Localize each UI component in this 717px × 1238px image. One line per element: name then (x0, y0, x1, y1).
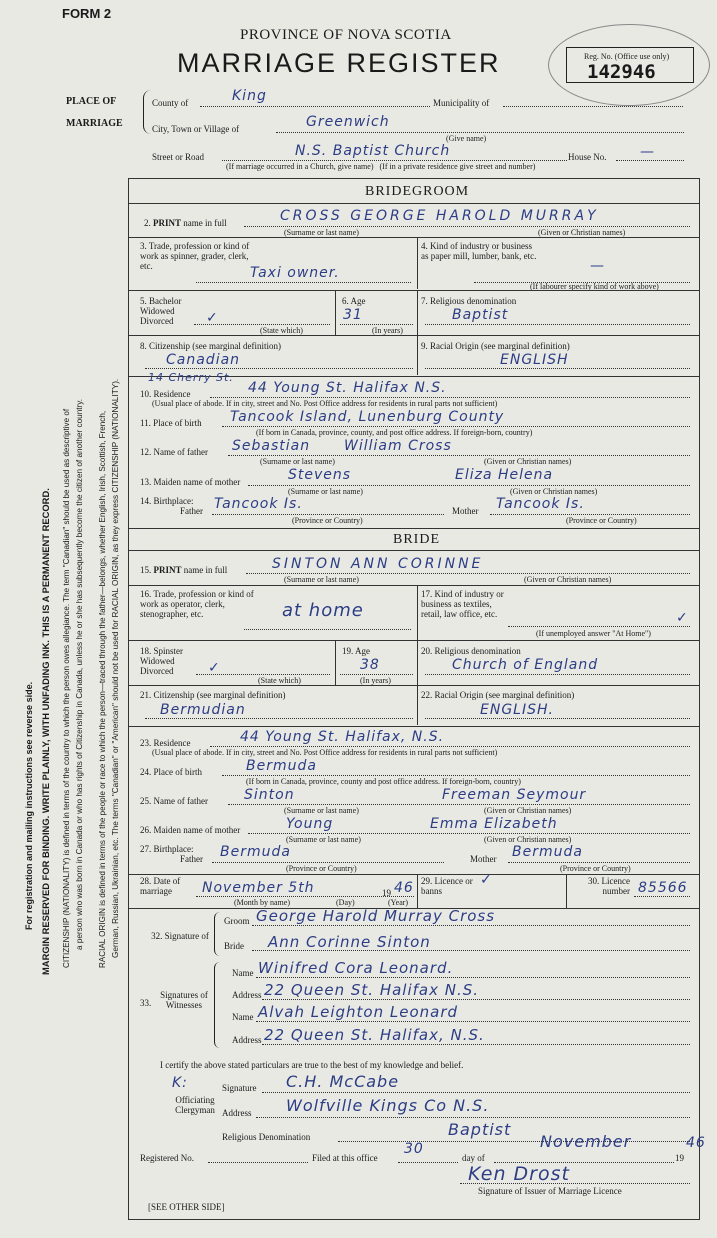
licence-number-line (634, 896, 690, 897)
w2-address-label: Address (232, 1035, 262, 1045)
groom-trade-line (196, 282, 411, 283)
bride-mother-surname: Young (286, 816, 334, 832)
bride-trade: at home (282, 600, 364, 621)
bride-status: ✓ (208, 660, 221, 676)
house-value: — (640, 144, 655, 160)
margin-line-2: MARGIN RESERVED FOR BINDING. WRITE PLAINLY, WITH UNFADING INK. THIS IS A PERMANENT RECORD. (40, 488, 51, 975)
groom-residence-caption: (Usual place of abode. If in city, street and No. Post Office address for residents in rural parts not sufficient) (152, 399, 498, 408)
margin-line-4: a person who was born in Canada or who has rights of Citizenship in Canada, unless he or she has subsequently become the citizen of another country. (75, 398, 84, 950)
clergy-address-label: Address (222, 1108, 252, 1118)
witness2-address: 22 Queen St. Halifax, N.S. (264, 1026, 485, 1044)
clergy-address-line (256, 1117, 690, 1118)
bride-father-line (228, 804, 690, 805)
w1-address-label: Address (232, 990, 262, 1000)
groom-name-label: 2. PRINT name in full (144, 218, 227, 228)
sig-of-label: 32. Signature of (151, 931, 209, 941)
w1-name-label: Name (232, 968, 254, 978)
witness1-name: Winifred Cora Leonard. (258, 959, 454, 977)
clergy-denom-line (338, 1141, 690, 1142)
bride-industry: ✓ (676, 610, 689, 626)
place-label-1: PLACE OF (66, 96, 117, 107)
bride-status-label: 18. Spinster Widowed Divorced (140, 646, 184, 676)
bridegroom-heading: BRIDEGROOM (365, 184, 470, 199)
bride-residence: 44 Young St. Halifax, N.S. (240, 729, 445, 745)
page-title: MARRIAGE REGISTER (177, 48, 501, 78)
month-caption: (Month by name) (234, 898, 290, 907)
bride-father-prov-caption: (Province or Country) (286, 864, 357, 873)
groom-residence-label: 10. Residence (140, 389, 191, 399)
bride-heading: BRIDE (393, 532, 440, 547)
groom-birthplace-label: 11. Place of birth (140, 418, 202, 428)
groom-racial-line (425, 368, 690, 369)
bride-father-given: Freeman Seymour (442, 787, 587, 803)
bride-name-line (246, 573, 690, 574)
groom-residence-note: 14 Cherry St. (148, 371, 234, 384)
groom-name: CROSS GEORGE HAROLD MURRAY (280, 208, 599, 224)
groom-age: 31 (343, 307, 363, 323)
bride-industry-label: 17. Kind of industry or business as textiles, retail, law office, etc. (421, 589, 504, 619)
house-line (616, 160, 684, 161)
licence-number-label: 30. Licence number (588, 876, 630, 896)
see-other-side: [SEE OTHER SIDE] (148, 1202, 225, 1212)
bride-name-label: 15. PRINT name in full (140, 565, 228, 575)
witness-brace (214, 962, 221, 1048)
groom-religion: Baptist (452, 307, 509, 323)
bride-residence-line (210, 746, 690, 747)
groom-birthplace-parents-label: 14. Birthplace: (140, 496, 194, 506)
groom-trade-label: 3. Trade, profession or kind of work as spinner, grader, clerk, etc. (140, 241, 250, 271)
divider (128, 685, 699, 686)
bride-trade-label: 16. Trade, profession or kind of work as operator, clerk, stenographer, etc. (140, 589, 254, 619)
bride-birthplace-parents-label: 27. Birthplace: (140, 844, 194, 854)
bride-citizenship: Bermudian (160, 702, 246, 718)
bride-age-label: 19. Age (342, 646, 370, 656)
groom-industry-label: 4. Kind of industry or business as paper mill, lumber, bank, etc. (421, 241, 537, 261)
licence-number: 85566 (638, 880, 688, 896)
groom-religion-line (425, 324, 690, 325)
groom-sig-line (252, 925, 690, 926)
licence-value: ✓ (480, 872, 493, 888)
city-value: Greenwich (306, 114, 390, 130)
bride-racial-line (425, 718, 690, 719)
clergy-signature: C.H. McCabe (286, 1072, 400, 1091)
groom-signature: George Harold Murray Cross (256, 907, 496, 925)
groom-father-word: Father (180, 506, 203, 516)
bride-citizenship-label: 21. Citizenship (see marginal definition) (140, 690, 286, 700)
divider (128, 528, 699, 529)
bride-father-surname: Sinton (244, 787, 295, 803)
margin-line-1: For registration and mailing instructions see reverse side. (24, 681, 34, 930)
groom-racial-label: 9. Racial Origin (see marginal definition) (421, 341, 570, 351)
witnesses-number: 33. (140, 998, 152, 1008)
clergy-denom: Baptist (448, 1120, 512, 1139)
clergy-address: Wolfville Kings Co N.S. (286, 1096, 490, 1115)
bride-religion-line (425, 674, 690, 675)
bride-mother-birth-line (508, 862, 690, 863)
bride-religion-label: 20. Religious denomination (421, 646, 521, 656)
bride-age: 38 (360, 657, 380, 673)
groom-father-given: William Cross (344, 438, 452, 454)
divider (335, 290, 336, 335)
groom-mother-prov-caption: (Province or Country) (566, 516, 637, 525)
municipality-label: Municipality of (433, 98, 490, 108)
groom-labourer-caption: (If labourer specify kind of work above) (530, 282, 659, 291)
bride-surname-caption: (Surname or last name) (284, 575, 359, 584)
divider (417, 640, 418, 685)
witness2-name: Alvah Leighton Leonard (258, 1003, 459, 1021)
bride-citizenship-line (145, 718, 413, 719)
groom-residence-line (210, 397, 690, 398)
filed-day: 30 (404, 1141, 424, 1157)
groom-father-label: 12. Name of father (140, 447, 208, 457)
bride-state-caption: (State which) (258, 676, 301, 685)
divider (128, 290, 699, 291)
filed-year-prefix: 19 (675, 1153, 684, 1163)
groom-trade: Taxi owner. (250, 265, 340, 281)
bride-mother-surname-caption: (Surname or last name) (286, 835, 361, 844)
divider (417, 874, 418, 908)
bride-racial-label: 22. Racial Origin (see marginal definition) (421, 690, 575, 700)
county-label: County of (152, 98, 189, 108)
sig-brace (214, 912, 221, 956)
bride-religion: Church of England (452, 657, 599, 673)
divider (417, 290, 418, 335)
groom-father-line (228, 455, 690, 456)
filed-month: November (540, 1132, 632, 1151)
bride-trade-line (244, 629, 411, 630)
issuer-signature: Ken Drost (468, 1163, 570, 1185)
groom-racial: ENGLISH (500, 352, 569, 368)
street-value: N.S. Baptist Church (295, 143, 451, 159)
municipality-line (503, 106, 683, 107)
groom-mother-label: 13. Maiden name of mother (140, 477, 241, 487)
bride-father-birth-line (212, 862, 444, 863)
w2-address-line (262, 1044, 690, 1045)
divider (417, 335, 418, 375)
county-line (200, 106, 430, 107)
w2-name-line (256, 1021, 690, 1022)
bride-mother-given: Emma Elizabeth (430, 816, 558, 832)
bride-birthplace-line (222, 775, 690, 776)
county-value: King (232, 88, 267, 104)
groom-name-line (244, 226, 690, 227)
groom-industry: — (590, 258, 605, 274)
groom-father-surname: Sebastian (232, 438, 311, 454)
day-of-label: day of (462, 1153, 485, 1163)
bride-birth-caption: (If born in Canada, province, county and post office address. If foreign-born, country) (246, 777, 521, 786)
divider (128, 335, 699, 336)
bride-birthplace: Bermuda (246, 758, 317, 774)
groom-age-label: 6. Age (342, 296, 366, 306)
issuer-line (460, 1183, 690, 1184)
bride-age-line (340, 674, 413, 675)
bride-mother-birth: Bermuda (512, 844, 583, 860)
form-label: FORM 2 (62, 6, 112, 21)
margin-line-3: CITIZENSHIP (NATIONALITY) is defined in terms of the country to which the person owes allegiance. The term "Canadian" should be used as descriptive of (62, 408, 71, 968)
clergy-mark: K: (172, 1075, 188, 1091)
bride-father-surname-caption: (Surname or last name) (284, 806, 359, 815)
groom-mother-word: Mother (452, 506, 479, 516)
divider (128, 585, 699, 586)
licence-label: 29. Licence or banns (421, 876, 473, 896)
registered-line (208, 1162, 308, 1163)
year-caption: (Year) (388, 898, 409, 907)
divider (128, 726, 699, 727)
divider (335, 640, 336, 685)
divider (128, 550, 699, 551)
place-note: (If marriage occurred in a Church, give name) (If in a private residence give street and number) (226, 162, 536, 171)
witnesses-label: Signatures of Witnesses (160, 990, 208, 1010)
bride-mother-prov-caption: (Province or Country) (560, 864, 631, 873)
groom-mother-surname: Stevens (288, 467, 352, 483)
clergy-sig-label: Signature (222, 1083, 257, 1093)
bride-father-label: 25. Name of father (140, 796, 208, 806)
bride-residence-label: 23. Residence (140, 738, 191, 748)
place-label-2: MARRIAGE (66, 118, 123, 129)
bride-residence-caption: (Usual place of abode. If in city, street and No. Post Office address for residents in rural parts not sufficient) (152, 748, 498, 757)
clergy-denom-label: Religious Denomination (222, 1132, 311, 1142)
groom-citizenship-line (145, 368, 413, 369)
groom-citizenship: Canadian (166, 352, 241, 368)
groom-sig-label: Groom (224, 916, 250, 926)
filed-label: Filed at this office (312, 1153, 378, 1163)
groom-father-birth-line (212, 514, 444, 515)
bride-father-birth: Bermuda (220, 844, 291, 860)
street-label: Street or Road (152, 152, 204, 162)
groom-status-label: 5. Bachelor Widowed Divorced (140, 296, 182, 326)
issuer-caption: Signature of Issuer of Marriage Licence (478, 1186, 622, 1196)
groom-mother-birth-line (490, 514, 690, 515)
bride-mother-label: 26. Maiden name of mother (140, 825, 241, 835)
margin-line-6: German, Russian, Ukrainian, etc. The terms "Canadian" or "American" should not be used for RACIAL ORIGIN, as they express CITIZENSHIP (NATIONALITY). (111, 378, 120, 958)
bride-unemployed-caption: (If unemployed answer "At Home") (536, 629, 651, 638)
margin-line-5: RACIAL ORIGIN is defined in terms of the people or race to which the person—traced through the father—belongs, whether English, Irish, Scottish, French, (98, 410, 107, 968)
divider (417, 585, 418, 640)
city-label: City, Town or Village of (152, 124, 240, 134)
groom-mother-surname-caption: (Surname or last name) (288, 487, 363, 496)
clergy-sig-line (262, 1092, 690, 1093)
bride-mother-given-caption: (Given or Christian names) (484, 835, 572, 844)
filed-day-line (398, 1162, 458, 1163)
bride-signature: Ann Corinne Sinton (268, 933, 431, 951)
w1-address-line (262, 999, 690, 1000)
day-caption: (Day) (336, 898, 355, 907)
groom-years-caption: (In years) (372, 326, 403, 335)
place-brace (143, 90, 152, 134)
w1-name-line (256, 977, 690, 978)
reg-number: 142946 (587, 61, 656, 83)
bride-racial: ENGLISH. (480, 702, 554, 718)
divider (128, 640, 699, 641)
province-heading: PROVINCE OF NOVA SCOTIA (240, 27, 452, 43)
w2-name-label: Name (232, 1012, 254, 1022)
groom-religion-label: 7. Religious denomination (421, 296, 517, 306)
bride-name: SINTON ANN CORINNE (272, 556, 484, 572)
groom-mother-birth: Tancook Is. (496, 496, 585, 512)
divider (128, 237, 699, 238)
marriage-year: 46 (394, 880, 414, 896)
bride-sig-label: Bride (224, 941, 244, 951)
bride-father-given-caption: (Given or Christian names) (484, 806, 572, 815)
bride-industry-line (508, 626, 690, 627)
street-line (222, 160, 567, 161)
house-label: House No. (568, 152, 607, 162)
divider (417, 685, 418, 725)
registered-label: Registered No. (140, 1153, 194, 1163)
groom-residence: 44 Young St. Halifax N.S. (248, 380, 447, 396)
groom-birth-caption: (If born in Canada, province, county, and post office address. If foreign-born, country) (256, 428, 533, 437)
groom-father-prov-caption: (Province or Country) (292, 516, 363, 525)
bride-mother-line (248, 833, 690, 834)
groom-state-caption: (State which) (260, 326, 303, 335)
groom-surname-caption: (Surname or last name) (284, 228, 359, 237)
bride-given-caption: (Given or Christian names) (524, 575, 612, 584)
groom-father-birth: Tancook Is. (214, 496, 303, 512)
divider (128, 874, 699, 875)
bride-mother-word: Mother (470, 854, 497, 864)
certify-text: I certify the above stated particulars are true to the best of my knowledge and belief. (160, 1060, 464, 1070)
groom-mother-line (248, 485, 690, 486)
date-label: 28. Date of marriage (140, 876, 181, 896)
groom-citizenship-label: 8. Citizenship (see marginal definition) (140, 341, 282, 351)
filed-year: 46 (686, 1135, 706, 1151)
groom-birthplace: Tancook Island, Lunenburg County (230, 409, 505, 425)
witness1-address: 22 Queen St. Halifax N.S. (264, 981, 480, 999)
groom-father-given-caption: (Given or Christian names) (484, 457, 572, 466)
give-name-caption: (Give name) (446, 134, 487, 143)
officiating-label: Officiating Clergyman (175, 1095, 215, 1115)
city-line (276, 132, 684, 133)
marriage-year-prefix: 19 (382, 888, 391, 898)
reg-label: Reg. No. (Office use only) (584, 52, 670, 61)
groom-given-caption: (Given or Christian names) (538, 228, 626, 237)
groom-status: ✓ (206, 310, 219, 326)
divider (417, 237, 418, 289)
bride-years-caption: (In years) (360, 676, 391, 685)
groom-birthplace-line (222, 426, 690, 427)
groom-father-surname-caption: (Surname or last name) (260, 457, 335, 466)
marriage-date: November 5th (202, 880, 315, 896)
divider (128, 203, 699, 204)
groom-mother-given: Eliza Helena (455, 467, 554, 483)
divider (566, 874, 567, 908)
groom-mother-given-caption: (Given or Christian names) (510, 487, 598, 496)
bride-father-word: Father (180, 854, 203, 864)
groom-age-line (340, 324, 413, 325)
bride-birthplace-label: 24. Place of birth (140, 767, 202, 777)
